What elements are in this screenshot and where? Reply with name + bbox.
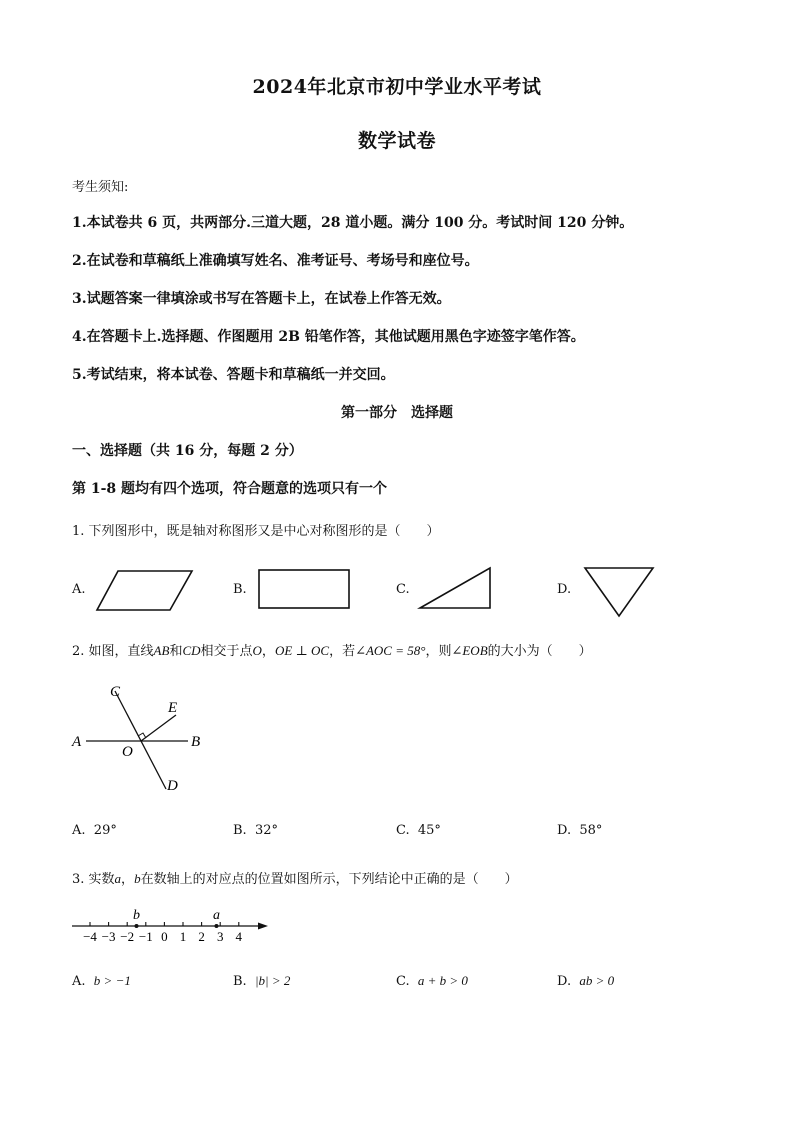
q2-perpendicular: OE ⊥ OC xyxy=(274,643,330,658)
q2-point-o: O xyxy=(252,643,262,658)
q3-option-c-value: a + b > 0 xyxy=(417,973,468,988)
number-line-tick-label: 2 xyxy=(198,929,205,944)
notice-item-4: 4.在答题卡上.选择题、作图题用 2B 铅笔作答，其他试题用黑色字迹签字笔作答。 xyxy=(72,329,585,345)
q3-option-c xyxy=(396,973,468,989)
parallelogram-figure xyxy=(96,570,196,612)
q3-stem-start: 3. 实数 xyxy=(72,872,115,887)
section-heading: 一、选择题（共 16 分，每题 2 分） xyxy=(72,443,303,459)
q2-intersect: 相交于点 xyxy=(200,644,253,659)
ray-oe xyxy=(141,715,176,741)
q2-comma-2: ，若 xyxy=(329,644,356,659)
number-line-point-b-label: b xyxy=(133,908,140,923)
q3-option-b-label: B. xyxy=(233,974,247,989)
section-instruction: 第 1-8 题均有四个选项，符合题意的选项只有一个 xyxy=(72,481,388,497)
number-line-tick-label: −2 xyxy=(120,929,135,944)
q1-option-c-label: C. xyxy=(396,582,410,597)
q3-var-a: a xyxy=(114,871,122,886)
inverted-triangle-figure xyxy=(583,566,657,618)
q1-option-d-label: D. xyxy=(557,582,572,597)
q2-option-a xyxy=(72,823,117,838)
q2-option-d-value: 58° xyxy=(579,823,603,838)
q3-stem-end: 在数轴上的对应点的位置如图所示，下列结论中正确的是（ ） xyxy=(140,872,518,887)
label-point-e: E xyxy=(168,700,178,716)
number-line-tick-label: −4 xyxy=(83,929,97,944)
number-line-point-a xyxy=(214,924,218,928)
notice-heading: 考生须知: xyxy=(72,180,129,195)
q3-option-d-value: ab > 0 xyxy=(579,973,615,988)
q2-comma-3: ，则 xyxy=(425,644,452,659)
q2-option-d xyxy=(557,823,602,838)
q2-option-b-label: B. xyxy=(233,823,247,838)
right-triangle-figure xyxy=(418,566,494,610)
q1-option-a-label: A. xyxy=(72,582,86,597)
notice-item-2: 2.在试卷和草稿纸上准确填写姓名、准考证号、考场号和座位号。 xyxy=(72,253,479,269)
q3-sep: ， xyxy=(121,872,135,887)
rectangle-figure xyxy=(258,569,352,611)
label-point-b: B xyxy=(191,734,201,750)
q2-option-c-value: 45° xyxy=(417,823,441,838)
number-line-tick-label: −3 xyxy=(101,929,116,944)
notice-item-5: 5.考试结束，将本试卷、答题卡和草稿纸一并交回。 xyxy=(72,367,395,383)
question-2-stem xyxy=(72,640,592,659)
q2-and: 和 xyxy=(169,644,183,659)
label-point-d: D xyxy=(167,778,178,794)
q3-var-b: b xyxy=(134,871,141,886)
q2-angle-eob: ∠EOB xyxy=(451,643,488,658)
q3-option-c-label: C. xyxy=(396,974,410,989)
q3-option-a xyxy=(72,973,131,989)
question-3-stem xyxy=(72,868,518,887)
number-line-tick-label: 4 xyxy=(235,929,243,944)
q2-option-a-label: A. xyxy=(72,823,86,838)
label-point-o: O xyxy=(122,744,133,760)
q3-option-b xyxy=(233,973,290,989)
q2-comma-1: ， xyxy=(261,644,275,659)
q2-option-b-value: 32° xyxy=(254,823,278,838)
label-point-c: C xyxy=(110,684,121,700)
number-line-figure xyxy=(66,900,276,948)
exam-subtitle: 数学试卷 xyxy=(357,130,436,152)
intersecting-lines-figure xyxy=(60,680,220,800)
q3-option-b-value: |b| > 2 xyxy=(254,973,291,988)
q2-option-b xyxy=(233,823,278,838)
q2-line-ab: AB xyxy=(153,643,170,658)
label-point-a: A xyxy=(72,734,82,750)
exam-title: 2024年北京市初中学业水平考试 xyxy=(252,76,542,98)
number-line-arrow-icon xyxy=(258,923,268,930)
q2-option-d-label: D. xyxy=(557,823,572,838)
q2-option-a-value: 29° xyxy=(93,823,117,838)
q2-stem-end: 的大小为（ ） xyxy=(487,644,592,659)
question-1-stem: 1. 下列图形中，既是轴对称图形又是中心对称图形的是（ ） xyxy=(72,524,440,539)
line-cd xyxy=(115,691,166,789)
q2-option-c xyxy=(396,823,441,838)
q3-option-a-value: b > −1 xyxy=(93,973,131,988)
number-line-point-b xyxy=(135,924,139,928)
q3-option-d-label: D. xyxy=(557,974,572,989)
q2-line-cd: CD xyxy=(182,643,201,658)
number-line-tick-label: −1 xyxy=(138,929,153,944)
q1-option-b-label: B. xyxy=(233,582,247,597)
notice-item-1: 1.本试卷共 6 页，共两部分.三道大题，28 道小题。满分 100 分。考试时间 120 分钟。 xyxy=(72,215,634,231)
q3-option-a-label: A. xyxy=(72,974,86,989)
q2-option-c-label: C. xyxy=(396,823,410,838)
number-line-tick-label: 1 xyxy=(179,929,187,944)
number-line-point-a-label: a xyxy=(212,908,220,923)
part-title: 第一部分 选择题 xyxy=(341,405,453,421)
q2-angle-aoc: ∠AOC = 58° xyxy=(355,643,426,658)
number-line-tick-label: 3 xyxy=(216,929,224,944)
notice-item-3: 3.试题答案一律填涂或书写在答题卡上，在试卷上作答无效。 xyxy=(72,291,451,307)
q2-stem-start: 2. 如图，直线 xyxy=(72,644,154,659)
q3-option-d xyxy=(557,973,614,989)
number-line-tick-label: 0 xyxy=(161,929,168,944)
